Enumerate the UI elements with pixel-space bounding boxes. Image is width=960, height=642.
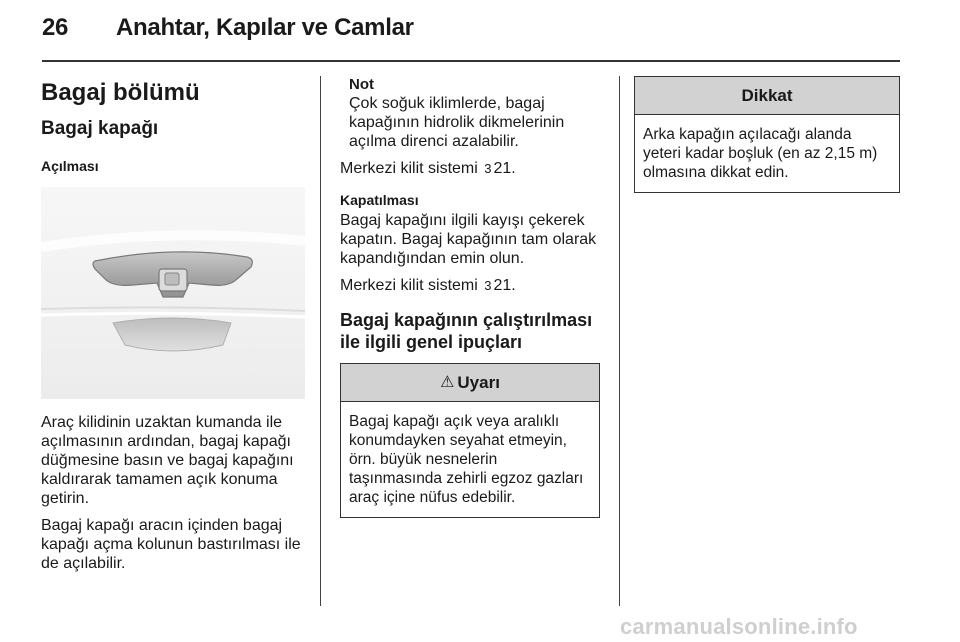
note-body: Çok soğuk iklimlerde, bagaj kapağının hidrolik dikmelerinin açılma direnci azalabilir. (349, 95, 565, 150)
warning-title: Uyarı (457, 373, 500, 392)
page-reference-arrow-icon: 3 (484, 161, 492, 176)
column-1 (41, 80, 305, 581)
tips-heading: Bagaj kapağının çalıştırılması ile ilgili genel ipuçları (340, 310, 593, 352)
caution-title: Dikkat (635, 77, 899, 115)
caution-box (634, 76, 900, 193)
column-3 (634, 76, 901, 193)
interior-release-note: Bagaj kapağı aracın içinden bagaj kapağı açma kolunun bastırılması ile de açılabilir. (41, 517, 301, 572)
warning-body: Bagaj kapağı açık veya aralıklı konumdayken seyahat etmeyin, örn. büyük nesnelerin taşınmasında zehirli egzoz gazları araç içine nüfus edebilir. (349, 413, 584, 506)
opening-instructions: Araç kilidinin uzaktan kumanda ile açılmasının ardından, bagaj kapağı düğmesine basın ve bagaj kapağını kaldırarak tamamen açık konuma getirin. (41, 414, 294, 507)
central-locking-reference-2[interactable] (340, 276, 602, 295)
warning-header (341, 364, 599, 402)
site-watermark: carmanualsonline.info (620, 614, 858, 639)
opening-heading: Açılması (41, 158, 99, 174)
section-heading: Bagaj bölümü (41, 79, 200, 106)
header-rule (42, 60, 900, 62)
subsection-heading: Bagaj kapağı (41, 118, 159, 139)
central-locking-reference-1[interactable] (340, 159, 602, 178)
page-number: 26 (42, 14, 69, 41)
chapter-title: Anahtar, Kapılar ve Camlar (116, 14, 414, 41)
note-title: Not (349, 76, 374, 93)
tailgate-handle-illustration (41, 187, 305, 399)
reference-text: Merkezi kilit sistemi (340, 277, 478, 294)
closing-heading: Kapatılması (340, 192, 419, 208)
column-divider-1 (320, 76, 321, 606)
warning-box (340, 363, 600, 518)
reference-page: 21. (493, 277, 516, 294)
reference-page: 21. (493, 160, 516, 177)
column-2 (340, 76, 602, 518)
closing-instructions: Bagaj kapağını ilgili kayışı çekerek kapatın. Bagaj kapağının tam olarak kapandığından emin olun. (340, 212, 597, 267)
column-divider-2 (619, 76, 620, 606)
caution-body: Arka kapağın açılacağı alanda yeteri kadar boşluk (en az 2,15 m) olmasına dikkat edin. (643, 126, 878, 181)
tailgate-handle-drawing (41, 187, 305, 399)
warning-triangle-icon: ⚠ (440, 374, 455, 391)
page-reference-arrow-icon: 3 (484, 278, 492, 293)
reference-text: Merkezi kilit sistemi (340, 160, 478, 177)
